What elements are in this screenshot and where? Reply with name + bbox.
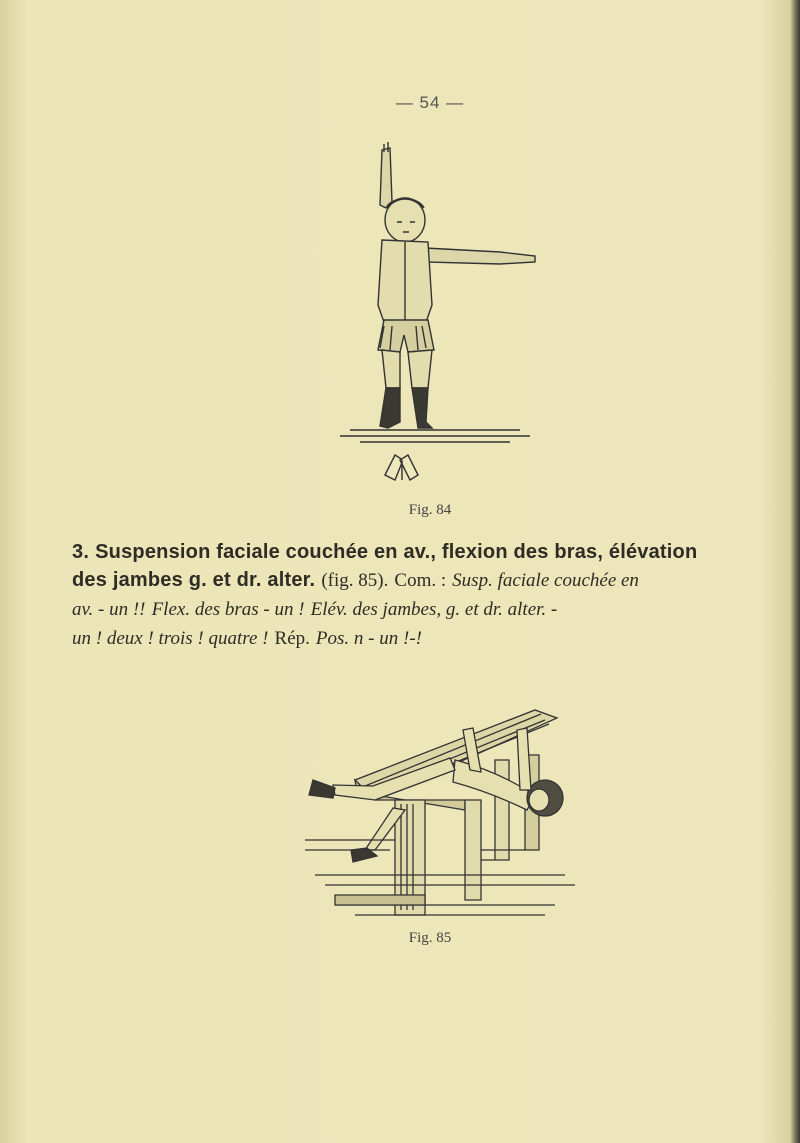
command-text-4: Elév. des jambes, g. et dr. alter. - <box>310 599 558 620</box>
command-text-3: Flex. des bras - un ! <box>151 599 305 620</box>
figure-85-caption: Fig. 85 <box>408 930 452 946</box>
page-number: — 54 — <box>395 93 465 112</box>
exercise-number: 3. <box>72 541 90 563</box>
figure-85-illustration <box>295 700 585 925</box>
repeat-label: Rép. <box>274 628 310 649</box>
figure-84-illustration <box>300 130 560 500</box>
command-text-2: av. - un !! <box>72 599 146 620</box>
exercise-title-1: Suspension faciale couchée en av., flexion des bras, élévation <box>95 541 698 563</box>
command-label: Com. : <box>394 570 447 591</box>
figure-84-caption: Fig. 84 <box>408 502 452 518</box>
position-text: Pos. n - un !-! <box>315 628 422 649</box>
exercise-paragraph <box>72 538 732 653</box>
command-text-1: Susp. faciale couchée en <box>452 570 639 591</box>
exercise-title-2: des jambes g. et dr. alter. <box>72 569 316 591</box>
figure-reference: (fig. 85). <box>321 570 389 591</box>
command-text-5: un ! deux ! trois ! quatre ! <box>72 628 269 649</box>
